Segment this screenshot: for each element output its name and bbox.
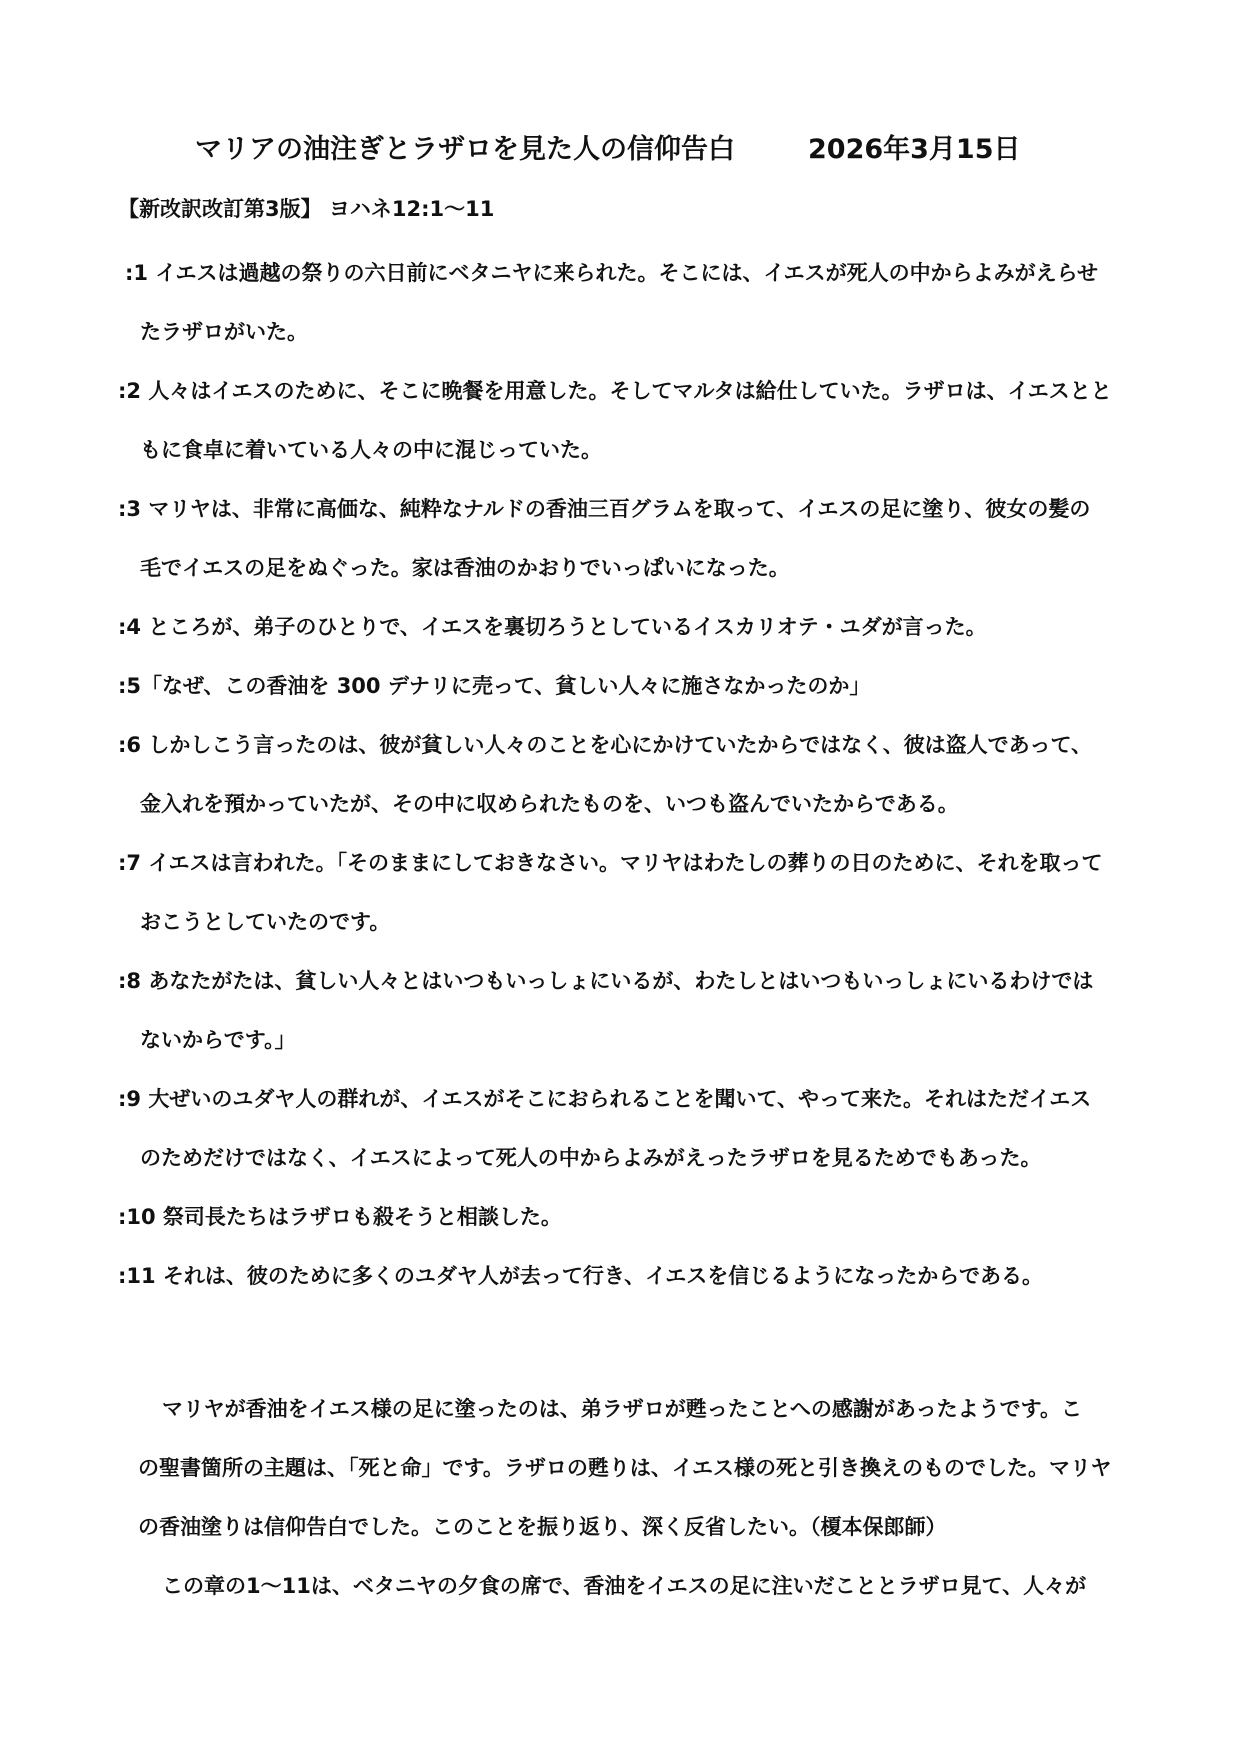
commentary-line-1: マリヤが香油をイエス様の足に塗ったのは、弟ラザロが甦ったことへの感謝があったようです。こ bbox=[162, 1397, 1083, 1421]
page-title: マリアの油注ぎとラザロを見た人の信仰告白 bbox=[195, 134, 735, 165]
verse-3-line-2: 毛でイエスの足をぬぐった。家は香油のかおりでいっぱいになった。 bbox=[140, 556, 790, 580]
verse-7-line-1: :7 イエスは言われた。「そのままにしておきなさい。マリヤはわたしの葬りの日のために、それを取って bbox=[118, 851, 1103, 875]
verse-7-line-2: おこうとしていたのです。 bbox=[140, 910, 391, 934]
verse-9-line-2: のためだけではなく、イエスによって死人の中からよみがえったラザロを見るためでもあった。 bbox=[140, 1146, 1042, 1170]
verse-9-line-1: :9 大ぜいのユダヤ人の群れが、イエスがそこにおられることを聞いて、やって来た。それはただイエス bbox=[118, 1087, 1092, 1111]
verse-5-line-1: :5「なぜ、この香油を 300 デナリに売って、貧しい人々に施さなかったのか」 bbox=[118, 674, 871, 698]
sermon-date: 2026年3月15日 bbox=[808, 134, 1021, 165]
verse-2-line-2: もに食卓に着いている人々の中に混じっていた。 bbox=[140, 438, 602, 462]
scripture-reference: 【新改訳改訂第3版】 ヨハネ12:1～11 bbox=[118, 197, 495, 221]
verse-10-line-1: :10 祭司長たちはラザロも殺そうと相談した。 bbox=[118, 1205, 562, 1229]
verse-1-line-1: :1 イエスは過越の祭りの六日前にベタニヤに来られた。そこには、イエスが死人の中からよみがえらせ bbox=[125, 261, 1099, 285]
verse-1-line-2: たラザロがいた。 bbox=[140, 320, 308, 344]
verse-3-line-1: :3 マリヤは、非常に高価な、純粋なナルドの香油三百グラムを取って、イエスの足に塗り、彼女の髪の bbox=[118, 497, 1091, 521]
verse-4-line-1: :4 ところが、弟子のひとりで、イエスを裏切ろうとしているイスカリオテ・ユダが言った。 bbox=[118, 615, 987, 639]
verse-8-line-2: ないからです。」 bbox=[140, 1028, 296, 1052]
commentary-line-2: の聖書箇所の主題は、「死と命」です。ラザロの甦りは、イエス様の死と引き換えのものでした。マリヤ bbox=[138, 1456, 1112, 1480]
commentary-line-4: この章の1～11は、ベタニヤの夕食の席で、香油をイエスの足に注いだこととラザロ見て、人々が bbox=[162, 1574, 1087, 1598]
commentary-line-3: の香油塗りは信仰告白でした。このことを振り返り、深く反省したい。（榎本保郎師） bbox=[138, 1515, 947, 1539]
verse-6-line-1: :6 しかしこう言ったのは、彼が貧しい人々のことを心にかけていたからではなく、彼は盗人であって、 bbox=[118, 733, 1093, 757]
header bbox=[0, 130, 1241, 170]
verse-6-line-2: 金入れを預かっていたが、その中に収められたものを、いつも盗んでいたからである。 bbox=[140, 792, 959, 816]
verse-11-line-1: :11 それは、彼のために多くのユダヤ人が去って行き、イエスを信じるようになったからである。 bbox=[118, 1264, 1044, 1288]
verse-2-line-1: :2 人々はイエスのために、そこに晩餐を用意した。そしてマルタは給仕していた。ラザロは、イエスとと bbox=[118, 379, 1112, 403]
verse-8-line-1: :8 あなたがたは、貧しい人々とはいつもいっしょにいるが、わたしとはいつもいっしょにいるわけでは bbox=[118, 969, 1094, 993]
